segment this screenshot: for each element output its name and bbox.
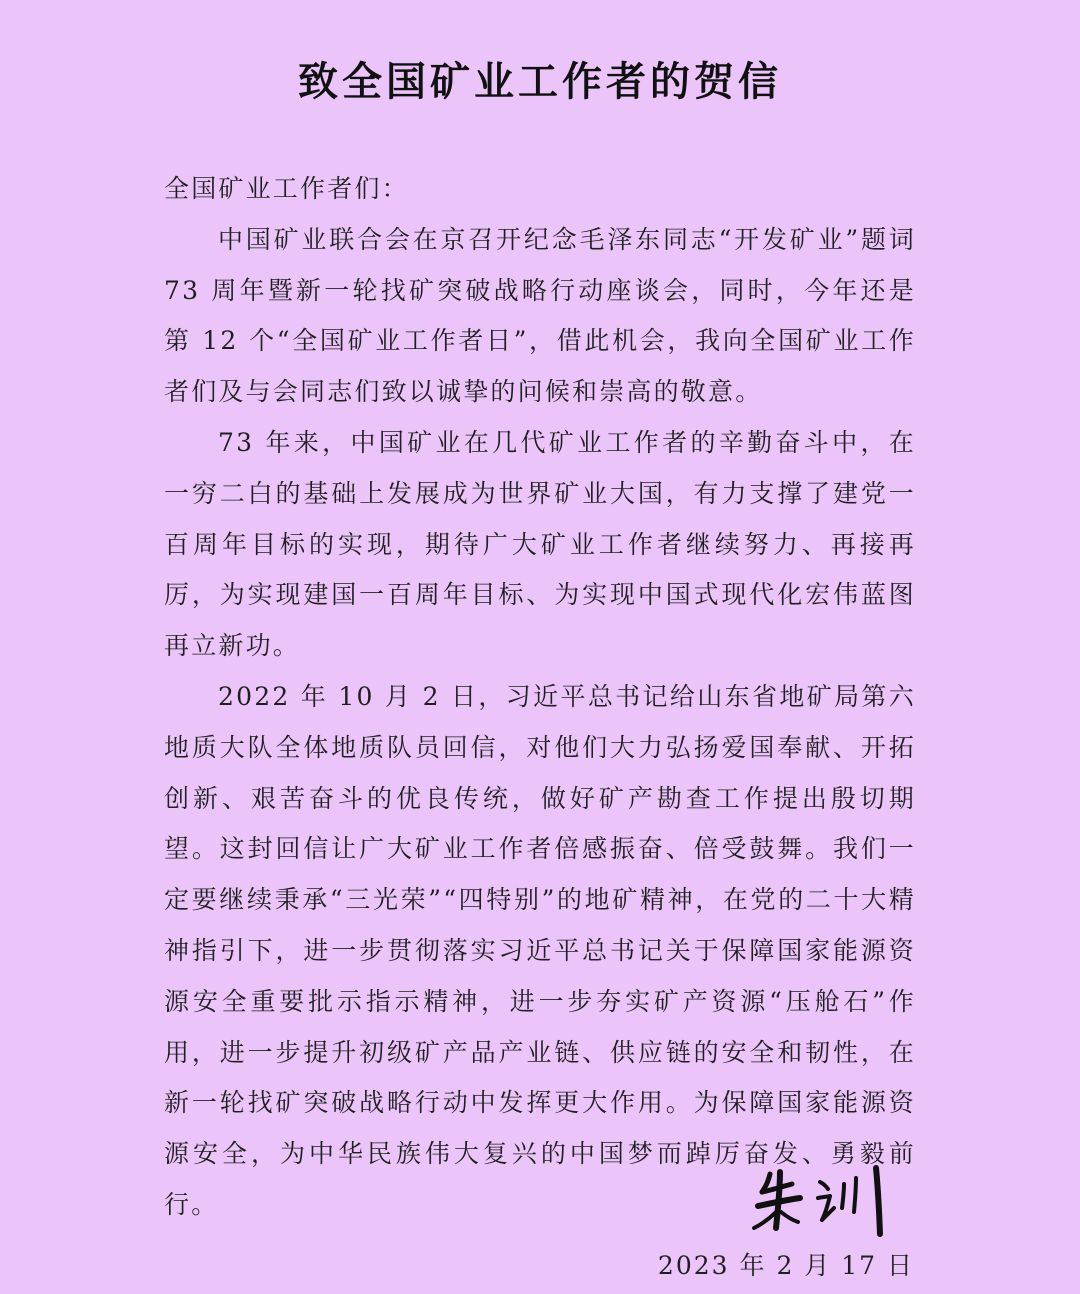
paragraph-1: 中国矿业联合会在京召开纪念毛泽东同志“开发矿业”题词 73 周年暨新一轮找矿突破战略行动座谈会，同时，今年还是第 12 个“全国矿业工作者日”，借此机会，我向全国矿业工作者们及与会同志们致以诚挚的问候和崇高的敬意。 (164, 224, 916, 407)
handwritten-signature (748, 1162, 888, 1244)
letter-body (164, 164, 916, 1231)
salutation: 全国矿业工作者们： (164, 174, 409, 203)
paragraph-2: 73 年来，中国矿业在几代矿业工作者的辛勤奋斗中，在一穷二白的基础上发展成为世界矿业大国，有力支撑了建党一百周年目标的实现，期待广大矿业工作者继续努力、再接再厉，为实现建国一百周年目标、为实现中国式现代化宏伟蓝图再立新功。 (164, 427, 916, 661)
letter-title: 致全国矿业工作者的贺信 (298, 59, 782, 105)
paragraph-3: 2022 年 10 月 2 日，习近平总书记给山东省地矿局第六地质大队全体地质队员回信，对他们大力弘扬爱国奉献、开拓创新、艰苦奋斗的优良传统，做好矿产勘查工作提出殷切期望。这封回信让广大矿业工作者倍感振奋、倍受鼓舞。我们一定要继续秉承“三光荣”“四特别”的地矿精神，在党的二十大精神指引下，进一步贯彻落实习近平总书记关于保障国家能源资源安全重要批示指示精神，进一步夯实矿产资源“压舱石”作用，进一步提升初级矿产品产业链、供应链的安全和韧性，在新一轮找矿突破战略行动中发挥更大作用。为保障国家能源资源安全，为中华民族伟大复兴的中国梦而踔厉奋发、勇毅前行。 (164, 681, 916, 1219)
letter-date: 2023 年 2 月 17 日 (657, 1251, 914, 1280)
